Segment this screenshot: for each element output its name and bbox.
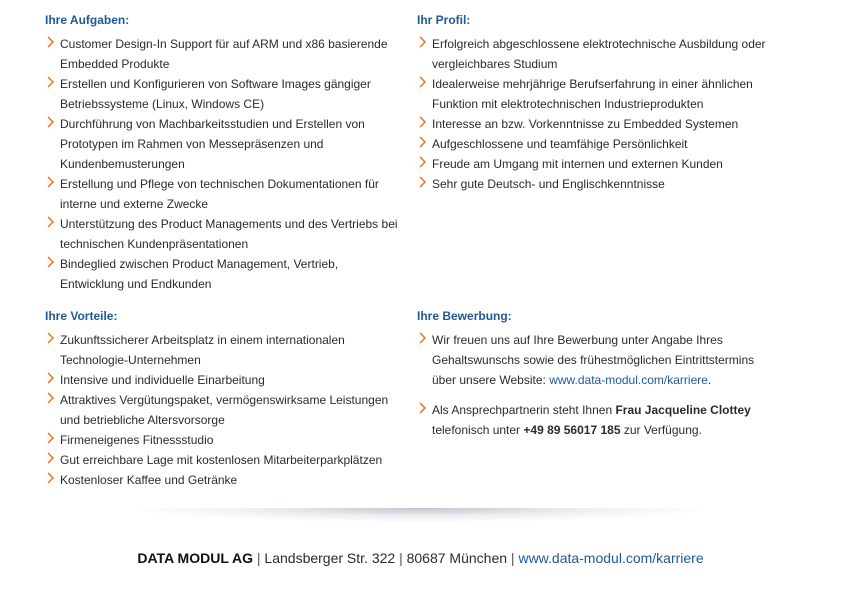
list-item-text: Firmeneigenes Fitnessstudio [60,433,214,447]
list-item [417,154,777,174]
list-item-text: Durchführung von Machbarkeitsstudien und Erstellen von Prototypen im Rahmen von Messepräsenzen und Kundenbemusterungen [60,117,365,171]
list-item [45,114,400,174]
list-item [45,370,400,390]
address: Landsberger Str. 322 [264,550,396,566]
chevron-right-icon [46,331,56,345]
list-item [417,400,767,440]
chevron-right-icon [418,75,428,89]
list-item-text: Erstellung und Pflege von technischen Dokumentationen für interne und externe Zwecke [60,177,379,211]
chevron-right-icon [46,215,56,229]
section-bewerbung [417,309,767,440]
list-item [45,214,400,254]
chevron-right-icon [46,391,56,405]
list-item-text: Idealerweise mehrjährige Berufserfahrung in einer ähnlichen Funktion mit elektrotechnischen Industrieprodukten [432,77,753,111]
chevron-right-icon [418,155,428,169]
section-aufgaben [45,13,400,294]
chevron-right-icon [46,175,56,189]
list-item-text: Gut erreichbare Lage mit kostenlosen Mitarbeiterparkplätzen [60,453,383,467]
chevron-right-icon [46,75,56,89]
list-item [45,34,400,74]
list-item [417,74,777,114]
chevron-right-icon [418,115,428,129]
aufgaben-list [45,34,400,294]
section-heading: Ihre Bewerbung: [417,309,512,323]
list-item [45,330,400,370]
list-item [45,450,400,470]
contact-text-mid: telefonisch unter [432,423,524,437]
list-item-text: Erfolgreich abgeschlossene elektrotechnische Ausbildung oder vergleichbares Studium [432,37,766,71]
chevron-right-icon [418,135,428,149]
bewerbung-text: Wir freuen uns auf Ihre Bewerbung unter Angabe Ihres Gehaltswunschs sowie des frühestmöglichen Eintrittstermins über unsere Website: [432,333,755,387]
vorteile-list [45,330,400,490]
karriere-link[interactable]: www.data-modul.com/karriere [549,373,708,387]
list-item [417,174,777,194]
profil-list [417,34,777,194]
separator: | [507,550,519,566]
list-item-text: Intensive und individuelle Einarbeitung [60,373,265,387]
list-item-text: Kostenloser Kaffee und Getränke [60,473,238,487]
chevron-right-icon [46,371,56,385]
bewerbung-text-end: . [707,373,712,387]
list-item [45,430,400,450]
footer [0,549,841,567]
list-item [417,134,777,154]
chevron-right-icon [46,431,56,445]
list-item-text: Attraktives Vergütungspaket, vermögenswirksame Leistungen und betriebliche Altersvorsorge [60,393,389,427]
list-item [417,34,777,74]
section-heading: Ihre Vorteile: [45,309,118,323]
list-item [45,390,400,430]
section-heading: Ihr Profil: [417,13,471,27]
list-item-text: Zukunftssicherer Arbeitsplatz in einem internationalen Technologie-Unternehmen [60,333,345,367]
list-item-text: Sehr gute Deutsch- und Englischkenntnisse [432,177,665,191]
list-item [45,254,400,294]
footer-karriere-link[interactable]: www.data-modul.com/karriere [518,550,704,566]
contact-name: Frau Jacqueline Clottey [615,403,751,417]
chevron-right-icon [46,471,56,485]
list-item-text: Erstellen und Konfigurieren von Software Images gängiger Betriebssysteme (Linux, Windows CE) [60,77,371,111]
company-name: DATA MODUL AG [137,550,253,566]
bewerbung-list [417,330,767,440]
chevron-right-icon [46,115,56,129]
list-item-text: Bindeglied zwischen Product Management, Vertrieb, Entwicklung und Endkunden [60,257,339,291]
list-item-text: Aufgeschlossene und teamfähige Persönlichkeit [432,137,688,151]
divider-shadow [130,508,711,522]
list-item [417,114,777,134]
chevron-right-icon [46,35,56,49]
separator: | [253,550,265,566]
spacer [417,390,767,400]
chevron-right-icon [46,451,56,465]
chevron-right-icon [418,401,428,415]
list-item-text: Unterstützung des Product Managements und des Vertriebs bei technischen Kundenpräsentationen [60,217,398,251]
chevron-right-icon [418,175,428,189]
chevron-right-icon [418,35,428,49]
chevron-right-icon [418,331,428,345]
contact-phone: +49 89 56017 185 [523,423,621,437]
list-item [45,74,400,114]
section-profil [417,13,777,194]
contact-text: Als Ansprechpartnerin steht Ihnen [432,403,616,417]
list-item-text: Customer Design-In Support für auf ARM und x86 basierende Embedded Produkte [60,37,388,71]
section-heading: Ihre Aufgaben: [45,13,130,27]
chevron-right-icon [46,255,56,269]
list-item [417,330,767,390]
list-item [45,470,400,490]
city: 80687 München [406,550,508,566]
section-vorteile [45,309,400,490]
list-item-text: Freude am Umgang mit internen und externen Kunden [432,157,723,171]
contact-text-end: zur Verfügung. [620,423,702,437]
list-item-text: Interesse an bzw. Vorkenntnisse zu Embedded Systemen [432,117,739,131]
list-item [45,174,400,214]
separator: | [395,550,407,566]
